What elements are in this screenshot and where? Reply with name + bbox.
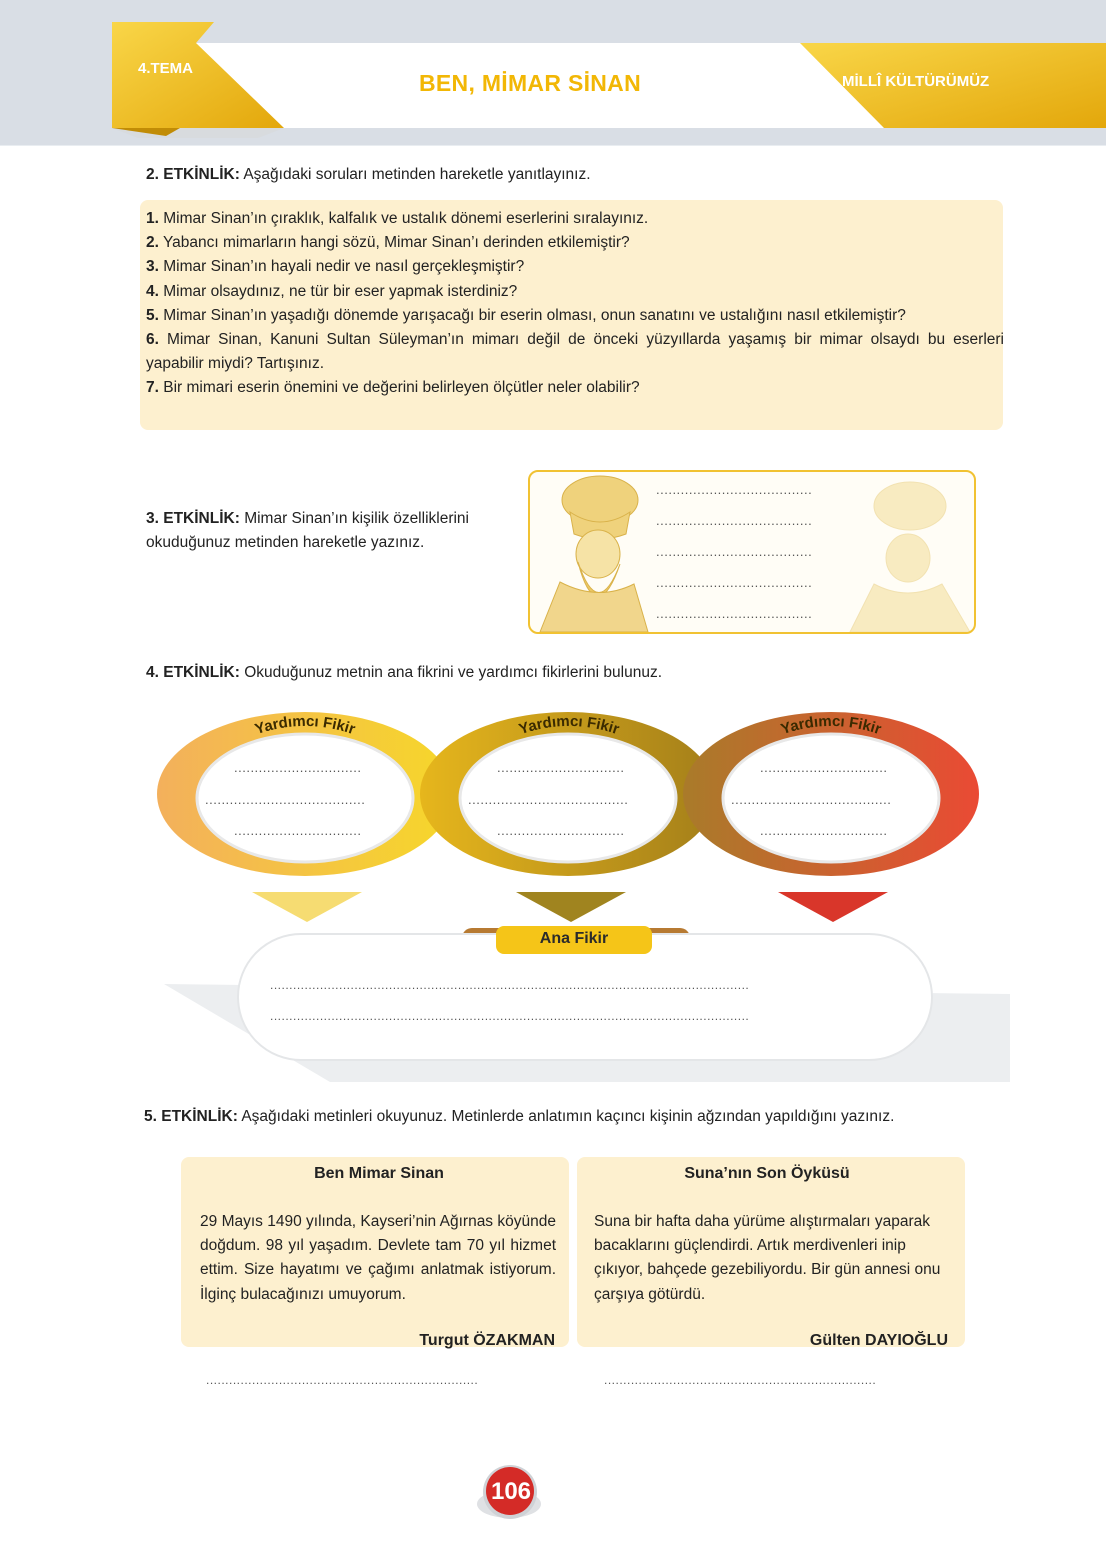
question-text: Mimar Sinan’ın yaşadığı dönemde yarışacağı bir eserin olması, onun sanatını ve ustalığını nasıl etkilemiştir? [163, 306, 906, 324]
activity4-instruction: Okuduğunuz metnin ana fikrini ve yardımcı fikirlerini bulunuz. [244, 664, 663, 681]
story-text: 29 Mayıs 1490 yılında, Kayseri’nin Ağırnas köyünde doğdum. 98 yıl yaşadım. Devlete tam 70 yıl hizmet ettim. Size hayatımı ve çağımı anlatmak istiyorum. İlginç bulacağınızı umuyorum. [200, 1213, 556, 1303]
question-text: Mimar Sinan’ın hayali nedir ve nasıl gerçekleşmiştir? [163, 258, 525, 276]
activity4-label: 4. ETKİNLİK: [146, 664, 240, 681]
story-answer-line[interactable]: ....................................................................... [604, 1373, 877, 1387]
question-number: 7. [146, 379, 159, 397]
question-number: 1. [146, 210, 159, 227]
story-author: Turgut ÖZAKMAN [419, 1332, 555, 1349]
supporting-idea-3-line[interactable]: ....................................... [731, 792, 892, 807]
question-text: Mimar Sinan, Kanuni Sultan Süleyman’ın mimarı değil de önceki yüzyıllarda yaşamış bir mimar olsaydı bu eserleri yapabilir miydi? Tartışınız. [146, 331, 1004, 373]
answer-line[interactable]: ...................................... [656, 575, 813, 590]
question-text: Bir mimari eserin önemini ve değerini belirleyen ölçütler neler olabilir? [163, 379, 640, 397]
main-idea-label: Ana Fikir [539, 930, 609, 947]
answer-line[interactable]: ...................................... [656, 544, 813, 559]
activity2-label: 2. ETKİNLİK: [146, 166, 240, 183]
activity4-heading [146, 664, 662, 682]
supporting-idea-1-line[interactable]: ............................... [234, 823, 362, 838]
supporting-idea-label-1: Yardımcı Fikir [252, 712, 358, 739]
question-list [146, 207, 1004, 401]
main-idea-line[interactable]: ............................................................................................................................. [270, 978, 750, 992]
question-text: Mimar Sinan’ın çıraklık, kalfalık ve ustalık dönemi eserlerini sıralayınız. [163, 210, 649, 227]
activity3-instruction: Mimar Sinan’ın kişilik özelliklerini okuduğunuz metinden hareketle yazınız. [146, 510, 469, 551]
question-number: 2. [146, 234, 159, 252]
header-divider [0, 145, 1106, 146]
activity2-instruction: Aşağıdaki soruları metinden hareketle yanıtlayınız. [243, 166, 591, 183]
question-item [146, 304, 1004, 328]
supporting-idea-3-line[interactable]: ............................... [760, 760, 888, 775]
story-answer-line[interactable]: ....................................................................... [206, 1373, 479, 1387]
activity5-heading [144, 1108, 894, 1126]
arrow-down-2 [516, 892, 626, 922]
activity2-heading [146, 166, 591, 184]
activity3-label: 3. ETKİNLİK: [146, 510, 240, 527]
question-item [146, 255, 1004, 279]
question-text: Yabancı mimarların hangi sözü, Mimar Sinan’ı derinden etkilemiştir? [162, 234, 630, 252]
section-label: MİLLÎ KÜLTÜRÜMÜZ [842, 73, 990, 90]
question-item [146, 328, 1004, 376]
question-number: 3. [146, 258, 159, 276]
answer-line[interactable]: ...................................... [656, 606, 813, 621]
question-item [146, 231, 1004, 255]
story-title: Ben Mimar Sinan [314, 1165, 444, 1182]
story-text: Suna bir hafta daha yürüme alıştırmaları yaparak bacaklarını güçlendirdi. Artık merdivenleri inip çıkıyor, bahçede gezebiliyordu. Bir gün annesi onu çarşıya götürdü. [594, 1213, 941, 1303]
supporting-idea-1-line[interactable]: ....................................... [205, 792, 366, 807]
answer-line[interactable]: ...................................... [656, 482, 813, 497]
question-number: 5. [146, 306, 159, 324]
arrow-down-1 [252, 892, 362, 922]
main-idea-line[interactable]: ............................................................................................................................. [270, 1009, 750, 1023]
activity5-instruction: Aşağıdaki metinleri okuyunuz. Metinlerde anlatımın kaçıncı kişinin ağzından yapıldığını yazınız. [241, 1108, 895, 1125]
activity3-heading [146, 507, 516, 555]
supporting-idea-3-line[interactable]: ............................... [760, 823, 888, 838]
supporting-idea-label-3: Yardımcı Fikir [778, 712, 884, 739]
question-item [146, 207, 1004, 231]
story-author: Gülten DAYIOĞLU [809, 1332, 948, 1349]
supporting-idea-2-line[interactable]: ............................... [497, 760, 625, 775]
question-text: Mimar olsaydınız, ne tür bir eser yapmak isterdiniz? [163, 282, 518, 300]
page-number: 106 [490, 1478, 532, 1505]
supporting-idea-1-line[interactable]: ............................... [234, 760, 362, 775]
supporting-idea-label-2: Yardımcı Fikir [516, 712, 622, 739]
supporting-idea-2-line[interactable]: ............................... [497, 823, 625, 838]
arrow-down-3 [778, 892, 888, 922]
theme-label: 4.TEMA [138, 60, 194, 77]
story-title: Suna’nın Son Öyküsü [684, 1165, 850, 1182]
supporting-idea-2-line[interactable]: ....................................... [468, 792, 629, 807]
question-number: 4. [146, 282, 159, 300]
page-title: BEN, MİMAR SİNAN [418, 70, 642, 96]
answer-line[interactable]: ...................................... [656, 513, 813, 528]
activity5-label: 5. ETKİNLİK: [144, 1108, 238, 1125]
question-item [146, 376, 1004, 400]
question-item [146, 280, 1004, 304]
question-number: 6. [146, 331, 159, 349]
portrait-answer-box [528, 470, 976, 634]
